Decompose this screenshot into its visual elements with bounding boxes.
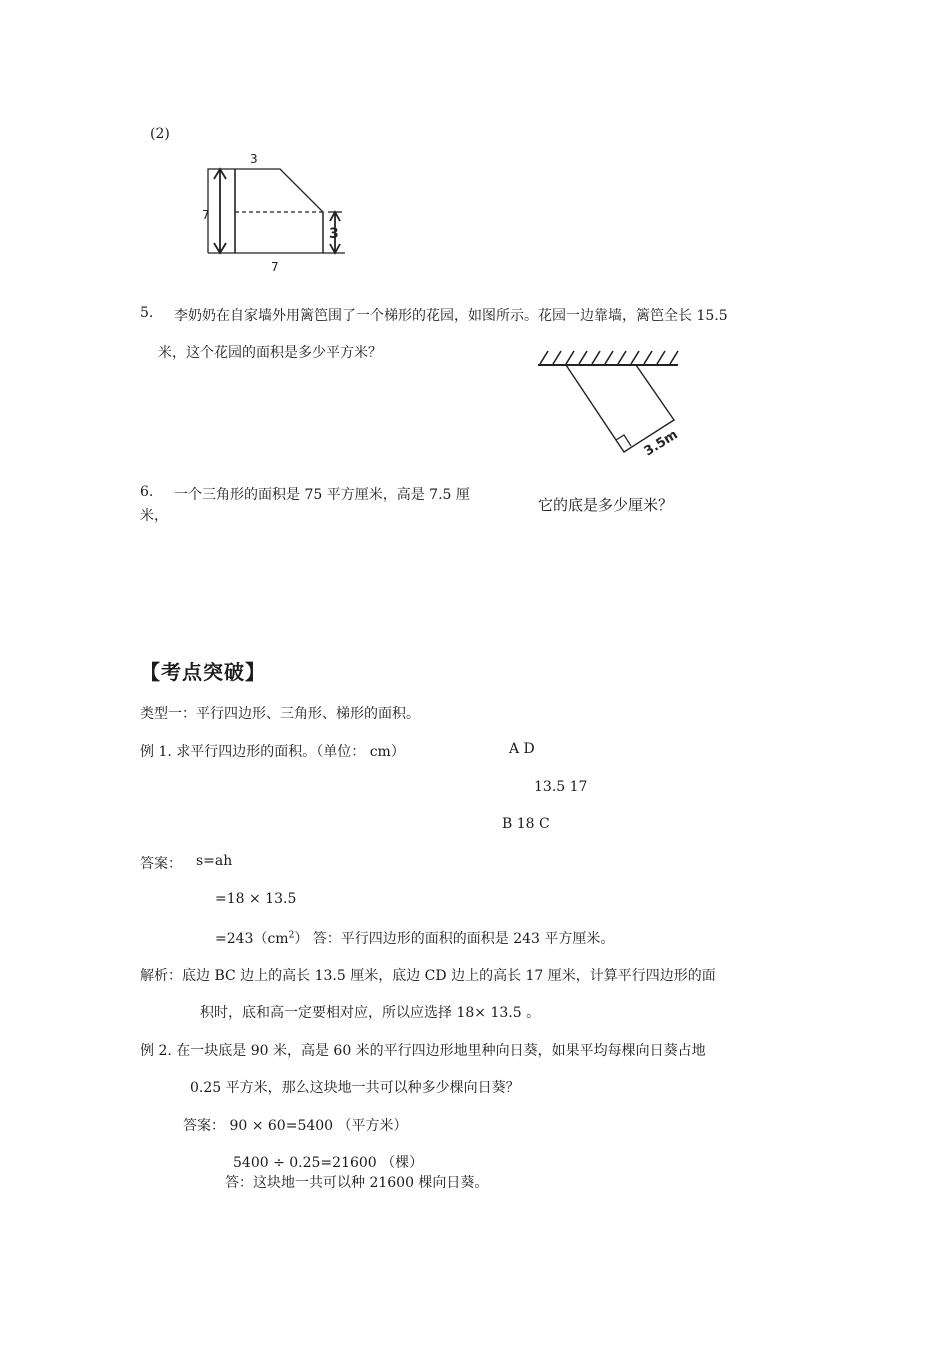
figure-label-bc: B 18 C [502, 816, 550, 832]
type-one-title: 类型一：平行四边形、三角形、梯形的面积。 [140, 706, 420, 722]
question-5-text-1: 李奶奶在自家墙外用篱笆围了一个梯形的花园，如图所示。花园一边靠墙，篱笆全长 15.5 [174, 308, 728, 324]
example-2-question-2: 0.25 平方米，那么这块地一共可以种多少棵向日葵？ [190, 1080, 520, 1096]
example-1-question: 例 1. 求平行四边形的面积。（单位： cm） [140, 744, 405, 760]
question-5-number: 5. [140, 305, 154, 321]
answer-step-2 [215, 928, 614, 948]
section-heading: 【考点突破】 [140, 660, 266, 684]
example-2-question-1: 例 2. 在一块底是 90 米，高是 60 米的平行四边形地里种向日葵，如果平均每棵向日葵占地 [140, 1043, 706, 1059]
bottom-length-label: 7 [271, 260, 279, 274]
example-2-answer-1: 答案： 90 × 60=5400 （平方米） [183, 1118, 408, 1134]
analysis-line-1: 解析：底边 BC 边上的高长 13.5 厘米，底边 CD 边上的高长 17 厘米，计算平行四边形的面 [140, 968, 716, 984]
part-label: (2) [150, 126, 170, 142]
answer-formula: s=ah [196, 853, 233, 869]
left-height-label: 7 [202, 208, 210, 222]
figure-label-ad: A D [509, 741, 535, 757]
question-6-number: 6. [140, 484, 154, 500]
example-2-answer-2: 5400 ÷ 0.25=21600 （棵） [233, 1155, 424, 1171]
answer-step-1: =18 × 13.5 [215, 891, 297, 907]
wall-hatching [540, 351, 678, 364]
trapezoid-outline [208, 169, 323, 253]
right-height-label: 3 [329, 226, 339, 242]
answer-label: 答案： [140, 856, 182, 872]
figure-label-heights: 13.5 17 [534, 779, 588, 795]
top-length-label: 3 [250, 152, 258, 166]
answer-step-2-value: =243（cm [215, 931, 289, 947]
question-6-text-2: 米， [140, 508, 168, 524]
question-6-text-1: 一个三角形的面积是 75 平方厘米，高是 7.5 厘 [174, 487, 470, 503]
example-2-answer-3: 答：这块地一共可以种 21600 棵向日葵。 [225, 1175, 489, 1191]
fence-length-label: 3.5m [641, 427, 681, 460]
trapezoid-figure [200, 145, 360, 275]
garden-figure [530, 340, 690, 465]
answer-step-2-sentence: ） 答：平行四边形的面积的面积是 243 平方厘米。 [294, 931, 615, 947]
unit-exponent: 2 [288, 930, 295, 941]
question-6-tail: 它的底是多少厘米？ [538, 496, 674, 514]
question-5-text-2: 米，这个花园的面积是多少平方米？ [158, 345, 382, 361]
analysis-line-2: 积时，底和高一定要相对应，所以应选择 18× 13.5 。 [200, 1005, 541, 1021]
